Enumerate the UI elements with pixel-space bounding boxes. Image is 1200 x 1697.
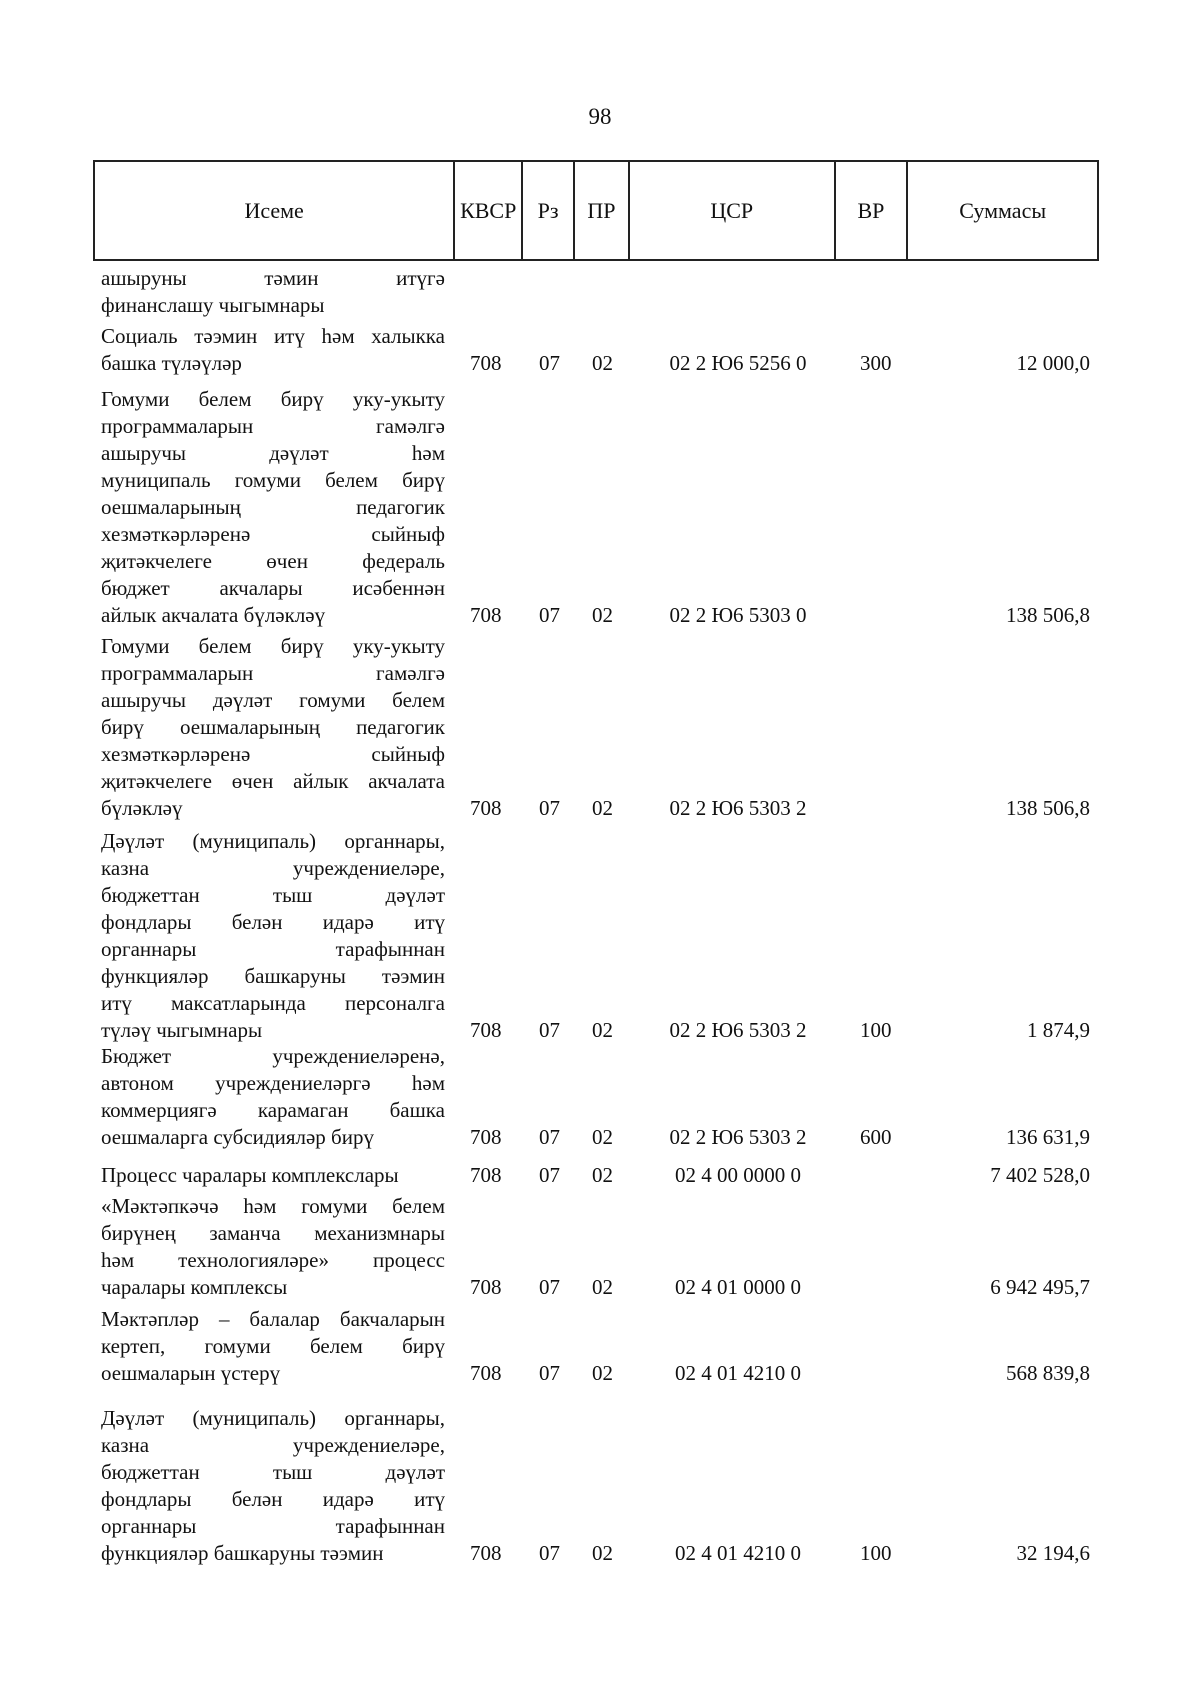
row-name-line: программаларын гамәлгә xyxy=(101,414,445,438)
row-sum: 136 631,9 xyxy=(1006,1125,1090,1149)
row-kvsr: 708 xyxy=(470,796,502,820)
row-kvsr: 708 xyxy=(470,1125,502,1149)
row-name-line: ашыруны тәмин итүгә xyxy=(101,266,445,290)
row-kvsr: 708 xyxy=(470,1018,502,1042)
row-sum: 1 874,9 xyxy=(1027,1018,1090,1042)
row-name-line: оешмаларга субсидияләр бирү xyxy=(101,1125,374,1149)
row-name-line: башка түләүләр xyxy=(101,351,242,375)
row-rz: 07 xyxy=(539,351,560,375)
row-csr: 02 4 01 4210 0 xyxy=(675,1541,801,1565)
header-vr: ВР xyxy=(834,162,907,259)
row-name-line: коммерциягә карамаган башка xyxy=(101,1098,445,1122)
row-name-line: Дәүләт (муниципаль) органнары, xyxy=(101,1406,445,1430)
row-csr: 02 2 Ю6 5303 0 xyxy=(669,603,807,627)
header-rz: Рз xyxy=(521,162,573,259)
row-pr: 02 xyxy=(592,1541,613,1565)
row-name xyxy=(101,633,445,822)
row-rz: 07 xyxy=(539,1541,560,1565)
row-kvsr: 708 xyxy=(470,1541,502,1565)
row-name-line: бюджет акчалары исәбеннән xyxy=(101,576,445,600)
row-name-line: Социаль тәэмин итү һәм халыкка xyxy=(101,324,445,348)
row-name-line: җитәкчелеге өчен федераль xyxy=(101,549,445,573)
row-csr: 02 2 Ю6 5303 2 xyxy=(669,796,807,820)
row-name-line: бирүнең заманча механизмнары xyxy=(101,1221,445,1245)
row-name-line: финанслашу чыгымнары xyxy=(101,293,325,317)
row-name-line: Мәктәпләр – балалар бакчаларын xyxy=(101,1307,445,1331)
row-name xyxy=(101,323,445,377)
row-vr: 600 xyxy=(860,1125,892,1149)
row-pr: 02 xyxy=(592,796,613,820)
row-name-line: Процесс чаралары комплекслары xyxy=(101,1163,399,1187)
row-name-line: функцияләр башкаруны тәэмин xyxy=(101,1541,384,1565)
table-header xyxy=(93,160,1099,261)
row-csr: 02 4 00 0000 0 xyxy=(675,1163,801,1187)
row-sum: 138 506,8 xyxy=(1006,796,1090,820)
row-name-line: функцияләр башкаруны тәэмин xyxy=(101,964,445,988)
row-name-line: хезмәткәрләренә сыйныф xyxy=(101,742,445,766)
row-kvsr: 708 xyxy=(470,1275,502,1299)
row-name-line: органнары тарафыннан xyxy=(101,937,445,961)
row-name-line: бирү оешмаларының педагогик xyxy=(101,715,445,739)
row-name-line: автоном учреждениеләргә һәм xyxy=(101,1071,445,1095)
row-pr: 02 xyxy=(592,1125,613,1149)
row-pr: 02 xyxy=(592,1275,613,1299)
row-name-line: бюджеттан тыш дәүләт xyxy=(101,883,445,907)
row-rz: 07 xyxy=(539,1018,560,1042)
row-pr: 02 xyxy=(592,1361,613,1385)
row-name-line: фондлары белән идарә итү xyxy=(101,1487,445,1511)
row-name-line: Бюджет учреждениеләренә, xyxy=(101,1044,445,1068)
row-rz: 07 xyxy=(539,1125,560,1149)
row-rz: 07 xyxy=(539,1275,560,1299)
row-name-line: Гомуми белем бирү уку-укыту xyxy=(101,387,445,411)
row-name-line: чаралары комплексы xyxy=(101,1275,288,1299)
row-name-line: җитәкчелеге өчен айлык акчалата xyxy=(101,769,445,793)
row-rz: 07 xyxy=(539,1361,560,1385)
row-sum: 6 942 495,7 xyxy=(990,1275,1090,1299)
row-sum: 32 194,6 xyxy=(1016,1541,1090,1565)
row-sum: 12 000,0 xyxy=(1016,351,1090,375)
row-vr: 300 xyxy=(860,351,892,375)
row-sum: 7 402 528,0 xyxy=(990,1163,1090,1187)
row-name xyxy=(101,1306,445,1387)
row-name-line: Дәүләт (муниципаль) органнары, xyxy=(101,829,445,853)
row-rz: 07 xyxy=(539,796,560,820)
row-name-line: казна учреждениеләре, xyxy=(101,1433,445,1457)
header-name: Исеме xyxy=(244,197,304,223)
row-csr: 02 2 Ю6 5256 0 xyxy=(669,351,807,375)
row-csr: 02 4 01 0000 0 xyxy=(675,1275,801,1299)
row-name-line: айлык акчалата бүләкләү xyxy=(101,603,326,627)
row-rz: 07 xyxy=(539,1163,560,1187)
row-name-line: Гомуми белем бирү уку-укыту xyxy=(101,634,445,658)
row-name-line: итү максатларында персоналга xyxy=(101,991,445,1015)
row-csr: 02 4 01 4210 0 xyxy=(675,1361,801,1385)
row-rz: 07 xyxy=(539,603,560,627)
row-vr: 100 xyxy=(860,1541,892,1565)
row-name-line: программаларын гамәлгә xyxy=(101,661,445,685)
row-name xyxy=(101,828,445,1044)
row-name-line: кертеп, гомуми белем бирү xyxy=(101,1334,445,1358)
row-name-line: ашыручы дәүләт һәм xyxy=(101,441,445,465)
row-kvsr: 708 xyxy=(470,1163,502,1187)
header-kvsr: КВСР xyxy=(453,162,521,259)
row-sum: 568 839,8 xyxy=(1006,1361,1090,1385)
header-sum: Суммасы xyxy=(906,162,1097,259)
row-name xyxy=(101,1193,445,1301)
row-name-line: органнары тарафыннан xyxy=(101,1514,445,1538)
header-csr: ЦСР xyxy=(628,162,834,259)
row-vr: 100 xyxy=(860,1018,892,1042)
row-csr: 02 2 Ю6 5303 2 xyxy=(669,1018,807,1042)
row-name xyxy=(101,1162,445,1189)
row-pr: 02 xyxy=(592,351,613,375)
row-name-line: бүләкләү xyxy=(101,796,183,820)
row-name xyxy=(101,386,445,629)
row-name-line: оешмаларының педагогик xyxy=(101,495,445,519)
row-csr: 02 2 Ю6 5303 2 xyxy=(669,1125,807,1149)
row-kvsr: 708 xyxy=(470,1361,502,1385)
row-kvsr: 708 xyxy=(470,351,502,375)
row-name-line: бюджеттан тыш дәүләт xyxy=(101,1460,445,1484)
row-pr: 02 xyxy=(592,603,613,627)
row-pr: 02 xyxy=(592,1163,613,1187)
header-pr: ПР xyxy=(573,162,628,259)
row-name xyxy=(101,1043,445,1151)
row-name-line: фондлары белән идарә итү xyxy=(101,910,445,934)
row-name-line: хезмәткәрләренә сыйныф xyxy=(101,522,445,546)
row-name-line: түләү чыгымнары xyxy=(101,1018,263,1042)
row-name-line: һәм технологияләре» процесс xyxy=(101,1248,445,1272)
row-sum: 138 506,8 xyxy=(1006,603,1090,627)
row-name-line: оешмаларын үстерү xyxy=(101,1361,281,1385)
page-number: 98 xyxy=(588,104,612,129)
row-pr: 02 xyxy=(592,1018,613,1042)
row-name-line: ашыручы дәүләт гомуми белем xyxy=(101,688,445,712)
row-name-line: «Мәктәпкәчә һәм гомуми белем xyxy=(101,1194,445,1218)
row-kvsr: 708 xyxy=(470,603,502,627)
row-name xyxy=(101,265,445,319)
row-name-line: казна учреждениеләре, xyxy=(101,856,445,880)
row-name xyxy=(101,1405,445,1567)
row-name-line: муниципаль гомуми белем бирү xyxy=(101,468,445,492)
